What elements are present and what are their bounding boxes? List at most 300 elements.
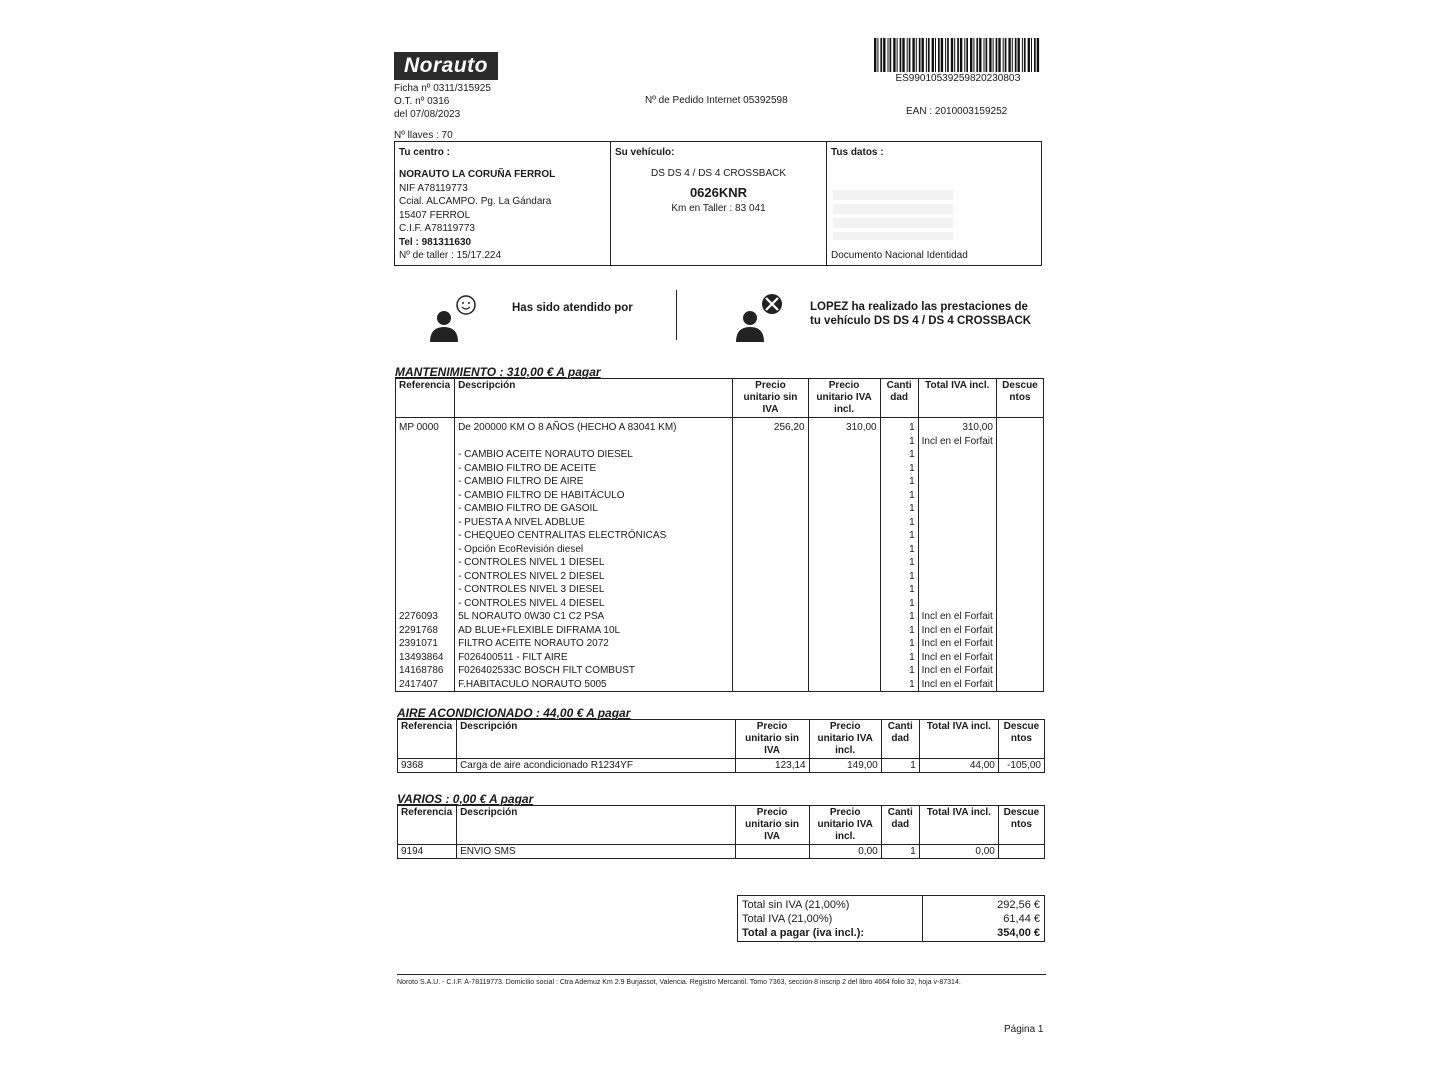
- mantenimiento-title: MANTENIMIENTO : 310,00 € A pagar: [395, 365, 601, 379]
- row-dto: [996, 529, 1043, 543]
- divider: [676, 290, 677, 340]
- col-total: Total IVA incl.: [919, 806, 998, 845]
- row-desc: - CAMBIO FILTRO DE AIRE: [455, 475, 733, 489]
- row-cant: 1: [880, 489, 918, 503]
- table-row: [396, 610, 1044, 624]
- barcode-icon: [874, 38, 1042, 72]
- row-cant: 1: [880, 610, 918, 624]
- barcode-bar: [945, 38, 946, 72]
- row-dto: [996, 597, 1043, 611]
- datos-label: Tus datos :: [831, 147, 884, 158]
- row-cant: 1: [880, 583, 918, 597]
- row-total: [918, 502, 996, 516]
- varios-title: VARIOS : 0,00 € A pagar: [397, 792, 534, 806]
- table-row: [396, 462, 1044, 476]
- barcode-bar: [976, 38, 978, 72]
- col-desc: Descripción: [457, 806, 735, 845]
- row-ref: [396, 529, 455, 543]
- col-ref: Referencia: [398, 720, 457, 759]
- centro-cif: C.I.F. A78119773: [399, 223, 475, 234]
- row-cant: 1: [880, 516, 918, 530]
- row-total: Incl en el Forfait: [918, 651, 996, 665]
- barcode-number: ES9901053925982023080З: [895, 73, 1021, 84]
- row-total: [918, 448, 996, 462]
- table-row: [396, 664, 1044, 678]
- row-ref: [396, 570, 455, 584]
- row-cant: 1: [880, 570, 918, 584]
- row-desc: F026402533C BOSCH FILT COMBUST: [455, 664, 733, 678]
- barcode-bar: [890, 38, 892, 72]
- row-pu-sin: 256,20: [733, 418, 808, 435]
- row-cant: 1: [881, 759, 919, 773]
- barcode-bar: [966, 38, 968, 72]
- row-cant: 1: [880, 475, 918, 489]
- barcode-bar: [996, 38, 998, 72]
- barcode-bar: [928, 38, 930, 72]
- row-total: 0,00: [919, 845, 998, 859]
- centro-tel-label: Tel :: [399, 236, 422, 248]
- row-dto: [996, 556, 1043, 570]
- row-total: Incl en el Forfait: [918, 435, 996, 449]
- row-cant: 1: [880, 435, 918, 449]
- row-pu-sin: [733, 637, 808, 651]
- row-dto: -105,00: [998, 759, 1044, 773]
- row-pu-sin: [733, 448, 808, 462]
- barcode-bar: [926, 38, 927, 72]
- row-total: Incl en el Forfait: [918, 637, 996, 651]
- aire-title: AIRE ACONDICIONADO : 44,00 € A pagar: [397, 706, 631, 720]
- table-row: [396, 651, 1044, 665]
- ean-number: EAN : 2010003159252: [906, 106, 1008, 117]
- row-ref: 2391071: [396, 637, 455, 651]
- total-pagar-label: Total a pagar (iva incl.):: [742, 927, 865, 939]
- row-pu-con: [808, 435, 880, 449]
- row-desc: F.HABITACULO NORAUTO 5005: [455, 678, 733, 692]
- row-pu-sin: 123,14: [735, 759, 809, 773]
- row-cant: 1: [880, 462, 918, 476]
- row-pu-sin: [733, 664, 808, 678]
- row-ref: 9194: [398, 845, 457, 859]
- barcode-bar: [938, 38, 940, 72]
- row-pu-sin: [733, 529, 808, 543]
- row-pu-con: [808, 637, 880, 651]
- row-pu-sin: [733, 597, 808, 611]
- row-cant: 1: [880, 637, 918, 651]
- footer-legal: Noroto S.A.U. - C.I.F. A-78119773. Domicilio social : Ctra Ademuz Km 2.9 Burjassot, Valencia. Registro Mercantil. Tomo 7363, sección 8 inscrip 2 del libro 4664 folio 32, hoja v-87314.: [397, 979, 961, 986]
- table-row: [396, 583, 1044, 597]
- row-dto: [996, 516, 1043, 530]
- row-pu-sin: [733, 516, 808, 530]
- row-total: 44,00: [919, 759, 998, 773]
- internet-order-number: Nº de Pedido Internet 05392598: [645, 95, 788, 106]
- row-desc: - CAMBIO FILTRO DE ACEITE: [455, 462, 733, 476]
- row-ref: 9368: [398, 759, 457, 773]
- col-ref: Referencia: [396, 379, 455, 418]
- norauto-logo: Norauto: [394, 52, 498, 80]
- row-pu-con: 149,00: [809, 759, 881, 773]
- barcode-bar: [916, 38, 917, 72]
- person-speech-icon: [424, 294, 478, 344]
- col-pu-con: Precio unitario IVA incl.: [809, 806, 881, 845]
- row-pu-con: [808, 489, 880, 503]
- barcode-bar: [897, 38, 898, 72]
- datos-documento: Documento Nacional Identidad: [831, 250, 968, 261]
- total-iva: 61,44 €: [1003, 913, 1040, 925]
- barcode-bar: [932, 38, 934, 72]
- row-dto: [996, 543, 1043, 557]
- row-pu-sin: [733, 651, 808, 665]
- col-pu-sin: Precio unitario sin IVA: [733, 379, 808, 418]
- row-dto: [996, 435, 1043, 449]
- col-cant: Cantidad: [880, 379, 918, 418]
- row-desc: [455, 435, 733, 449]
- page-number: Página 1: [1004, 1024, 1044, 1035]
- row-desc: 5L NORAUTO 0W30 C1 C2 PSA: [455, 610, 733, 624]
- row-pu-con: 0,00: [809, 845, 881, 859]
- centro-section: [395, 142, 611, 265]
- row-desc: - CONTROLES NIVEL 4 DIESEL: [455, 597, 733, 611]
- mechanic-tools-icon: [733, 292, 787, 342]
- centro-tel: 981311630: [421, 236, 472, 248]
- barcode-bar: [951, 38, 953, 72]
- row-pu-con: [808, 502, 880, 516]
- barcode-bar: [1028, 38, 1030, 72]
- barcode-bar: [947, 38, 949, 72]
- barcode-bar: [1024, 38, 1026, 72]
- row-total: [918, 583, 996, 597]
- row-ref: 2417407: [396, 678, 455, 692]
- varios-table: [397, 805, 1045, 859]
- total-pagar: 354,00 €: [997, 927, 1040, 939]
- row-total: [918, 570, 996, 584]
- row-total: [918, 543, 996, 557]
- table-row: [396, 475, 1044, 489]
- row-dto: [996, 678, 1043, 692]
- row-ref: [396, 556, 455, 570]
- row-ref: [396, 489, 455, 503]
- order-date: del 07/08/2023: [394, 109, 461, 120]
- barcode-bar: [986, 38, 988, 72]
- row-pu-sin: [733, 462, 808, 476]
- barcode-bar: [893, 38, 895, 72]
- row-cant: 1: [880, 678, 918, 692]
- row-pu-con: [808, 624, 880, 638]
- row-pu-con: [808, 610, 880, 624]
- row-desc: - CONTROLES NIVEL 1 DIESEL: [455, 556, 733, 570]
- redacted-personal-data: [833, 190, 953, 240]
- table-row: [396, 435, 1044, 449]
- centro-nif: NIF A78119773: [399, 182, 468, 194]
- row-total: [918, 462, 996, 476]
- centro-city: 15407 FERROL: [399, 209, 471, 221]
- row-ref: [396, 502, 455, 516]
- row-pu-sin: [733, 624, 808, 638]
- row-pu-sin: [735, 845, 809, 859]
- row-pu-sin: [733, 678, 808, 692]
- row-desc: FILTRO ACEITE NORAUTO 2072: [455, 637, 733, 651]
- row-pu-con: [808, 462, 880, 476]
- barcode-bar: [989, 38, 991, 72]
- vehiculo-km: Km en Taller : 83 041: [671, 203, 766, 214]
- row-ref: 2291768: [396, 624, 455, 638]
- col-ref: Referencia: [398, 806, 457, 845]
- barcode-bar: [957, 38, 959, 72]
- row-desc: - CAMBIO ACEITE NORAUTO DIESEL: [455, 448, 733, 462]
- barcode-bar: [979, 38, 981, 72]
- barcode-bar: [1037, 38, 1039, 72]
- row-desc: - CAMBIO FILTRO DE GASOIL: [455, 502, 733, 516]
- ot-number: O.T. nº 0316: [394, 96, 450, 107]
- col-pu-con: Precio unitario IVA incl.: [809, 720, 881, 759]
- row-ref: [396, 475, 455, 489]
- prestaciones-text: [810, 300, 1031, 328]
- table-row: [396, 502, 1044, 516]
- row-ref: MP 0000: [396, 418, 455, 435]
- col-cant: Cantidad: [881, 806, 919, 845]
- table-row: [396, 570, 1044, 584]
- row-desc: - CHEQUEO CENTRALITAS ELECTRÓNICAS: [455, 529, 733, 543]
- vehiculo-label: Su vehículo:: [615, 147, 675, 158]
- row-cant: 1: [880, 624, 918, 638]
- row-pu-sin: [733, 570, 808, 584]
- barcode-bar: [909, 38, 911, 72]
- row-dto: [996, 570, 1043, 584]
- row-dto: [996, 651, 1043, 665]
- footer-divider: [397, 974, 1046, 975]
- row-ref: 2276093: [396, 610, 455, 624]
- row-pu-con: [808, 651, 880, 665]
- prestaciones-line1: LOPEZ ha realizado las prestaciones de: [810, 301, 1028, 313]
- total-sin-iva-label: Total sin IVA (21,00%): [742, 899, 850, 911]
- barcode-bar: [874, 38, 876, 72]
- row-dto: [996, 475, 1043, 489]
- datos-section: [827, 142, 1041, 265]
- table-row: [396, 624, 1044, 638]
- col-pu-sin: Precio unitario sin IVA: [735, 720, 809, 759]
- barcode-bar: [1022, 38, 1023, 72]
- row-pu-con: [808, 583, 880, 597]
- row-ref: [396, 583, 455, 597]
- row-pu-sin: [733, 610, 808, 624]
- barcode-bar: [922, 38, 924, 72]
- row-ref: [396, 462, 455, 476]
- row-pu-sin: [733, 556, 808, 570]
- row-total: 310,00: [918, 418, 996, 435]
- row-total: [918, 516, 996, 530]
- row-cant: 1: [881, 845, 919, 859]
- row-cant: 1: [880, 543, 918, 557]
- row-cant: 1: [880, 556, 918, 570]
- row-dto: [996, 664, 1043, 678]
- row-ref: [396, 516, 455, 530]
- vehiculo-plate: 0626KNR: [689, 185, 748, 200]
- row-pu-con: [808, 475, 880, 489]
- row-desc: F026400511 - FILT AIRE: [455, 651, 733, 665]
- barcode-bar: [1015, 38, 1017, 72]
- row-desc: De 200000 KM O 8 AÑOS (HECHO A 83041 KM): [455, 418, 733, 435]
- table-row: [396, 556, 1044, 570]
- barcode-bar: [973, 38, 974, 72]
- barcode-bar: [960, 38, 962, 72]
- table-header: [398, 720, 1045, 759]
- table-header: [396, 379, 1044, 418]
- row-ref: [396, 597, 455, 611]
- barcode-bar: [888, 38, 889, 72]
- keys-number: Nº llaves : 70: [394, 130, 453, 141]
- barcode-bar: [993, 38, 994, 72]
- row-dto: [996, 462, 1043, 476]
- barcode-bar: [954, 38, 955, 72]
- row-dto: [998, 845, 1044, 859]
- row-pu-con: [808, 543, 880, 557]
- table-row: [396, 678, 1044, 692]
- centro-name: NORAUTO LA CORUÑA FERROL: [399, 169, 556, 180]
- barcode-bar: [1005, 38, 1007, 72]
- barcode-bar: [1012, 38, 1013, 72]
- barcode-bar: [970, 38, 972, 72]
- barcode-bar: [907, 38, 908, 72]
- row-desc: - CONTROLES NIVEL 3 DIESEL: [455, 583, 733, 597]
- row-pu-con: [808, 448, 880, 462]
- vehiculo-section: [611, 142, 827, 265]
- row-ref: 13493864: [396, 651, 455, 665]
- row-desc: - Opción EcoRevisión diesel: [455, 543, 733, 557]
- col-desc: Descripción: [457, 720, 735, 759]
- barcode-bar: [902, 38, 904, 72]
- row-pu-con: [808, 678, 880, 692]
- row-desc: Carga de aire acondicionado R1234YF: [457, 759, 735, 773]
- row-total: Incl en el Forfait: [918, 678, 996, 692]
- col-dto: Descuentos: [998, 806, 1044, 845]
- atendido-text: Has sido atendido por: [512, 302, 633, 314]
- barcode-bar: [941, 38, 943, 72]
- row-dto: [996, 502, 1043, 516]
- total-iva-label: Total IVA (21,00%): [742, 913, 833, 925]
- row-total: Incl en el Forfait: [918, 610, 996, 624]
- barcode-bar: [964, 38, 965, 72]
- row-cant: 1: [880, 597, 918, 611]
- row-cant: 1: [880, 502, 918, 516]
- row-cant: 1: [880, 664, 918, 678]
- barcode-bar: [877, 38, 878, 72]
- barcode-bar: [998, 38, 1000, 72]
- barcode-bar: [912, 38, 914, 72]
- col-pu-con: Precio unitario IVA incl.: [808, 379, 880, 418]
- centro-address: Ccial. ALCAMPO. Pg. La Gándara: [399, 196, 552, 207]
- table-row: [398, 759, 1045, 773]
- table-row: [396, 543, 1044, 557]
- row-total: [918, 489, 996, 503]
- row-ref: [396, 435, 455, 449]
- row-pu-sin: [733, 502, 808, 516]
- row-pu-con: [808, 570, 880, 584]
- row-dto: [996, 489, 1043, 503]
- row-pu-con: [808, 529, 880, 543]
- row-ref: 14168786: [396, 664, 455, 678]
- col-dto: Descuentos: [998, 720, 1044, 759]
- table-row: [396, 516, 1044, 530]
- barcode-bar: [880, 38, 882, 72]
- barcode-bar: [883, 38, 885, 72]
- mantenimiento-table: [395, 378, 1044, 692]
- row-pu-con: 310,00: [808, 418, 880, 435]
- barcode-bar: [919, 38, 921, 72]
- table-row: [396, 448, 1044, 462]
- row-dto: [996, 583, 1043, 597]
- row-desc: - CAMBIO FILTRO DE HABITÁCULO: [455, 489, 733, 503]
- row-pu-sin: [733, 489, 808, 503]
- row-desc: AD BLUE+FLEXIBLE DIFRAMA 10L: [455, 624, 733, 638]
- col-cant: Cantidad: [881, 720, 919, 759]
- col-total: Total IVA incl.: [919, 720, 998, 759]
- row-total: [918, 597, 996, 611]
- col-pu-sin: Precio unitario sin IVA: [735, 806, 809, 845]
- row-cant: 1: [880, 448, 918, 462]
- col-desc: Descripción: [455, 379, 733, 418]
- row-pu-sin: [733, 543, 808, 557]
- row-dto: [996, 448, 1043, 462]
- barcode-bar: [984, 38, 985, 72]
- table-row: [398, 845, 1045, 859]
- table-row: [396, 418, 1044, 435]
- barcode-bar: [1031, 38, 1032, 72]
- row-total: [918, 556, 996, 570]
- table-row: [396, 489, 1044, 503]
- table-row: [396, 597, 1044, 611]
- row-desc: - CONTROLES NIVEL 2 DIESEL: [455, 570, 733, 584]
- table-row: [396, 637, 1044, 651]
- barcode-bar: [1018, 38, 1020, 72]
- info-box: [394, 141, 1042, 266]
- ficha-number: Ficha nº 0311/315925: [394, 83, 491, 94]
- row-dto: [996, 624, 1043, 638]
- row-total: Incl en el Forfait: [918, 664, 996, 678]
- barcode-bar: [1034, 38, 1036, 72]
- row-pu-sin: [733, 435, 808, 449]
- table-row: [396, 529, 1044, 543]
- row-dto: [996, 637, 1043, 651]
- row-cant: 1: [880, 418, 918, 435]
- barcode-bar: [1008, 38, 1010, 72]
- aire-table: [397, 719, 1045, 773]
- row-total: [918, 529, 996, 543]
- col-dto: Descuentos: [996, 379, 1043, 418]
- row-pu-con: [808, 597, 880, 611]
- row-pu-sin: [733, 475, 808, 489]
- row-total: Incl en el Forfait: [918, 624, 996, 638]
- total-sin-iva: 292,56 €: [997, 899, 1040, 911]
- totals-box: [737, 895, 1045, 942]
- row-pu-con: [808, 664, 880, 678]
- row-pu-sin: [733, 583, 808, 597]
- table-header: [398, 806, 1045, 845]
- centro-label: Tu centro :: [399, 147, 450, 158]
- barcode-bar: [900, 38, 902, 72]
- row-cant: 1: [880, 529, 918, 543]
- prestaciones-line2: tu vehículo DS DS 4 / DS 4 CROSSBACK: [810, 315, 1032, 327]
- barcode-bar: [1003, 38, 1004, 72]
- row-ref: [396, 543, 455, 557]
- row-pu-con: [808, 556, 880, 570]
- centro-taller: Nº de taller : 15/17.224: [399, 250, 502, 261]
- row-dto: [996, 610, 1043, 624]
- row-pu-con: [808, 516, 880, 530]
- row-ref: [396, 448, 455, 462]
- row-dto: [996, 418, 1043, 435]
- row-cant: 1: [880, 651, 918, 665]
- row-desc: - PUESTA A NIVEL ADBLUE: [455, 516, 733, 530]
- row-total: [918, 475, 996, 489]
